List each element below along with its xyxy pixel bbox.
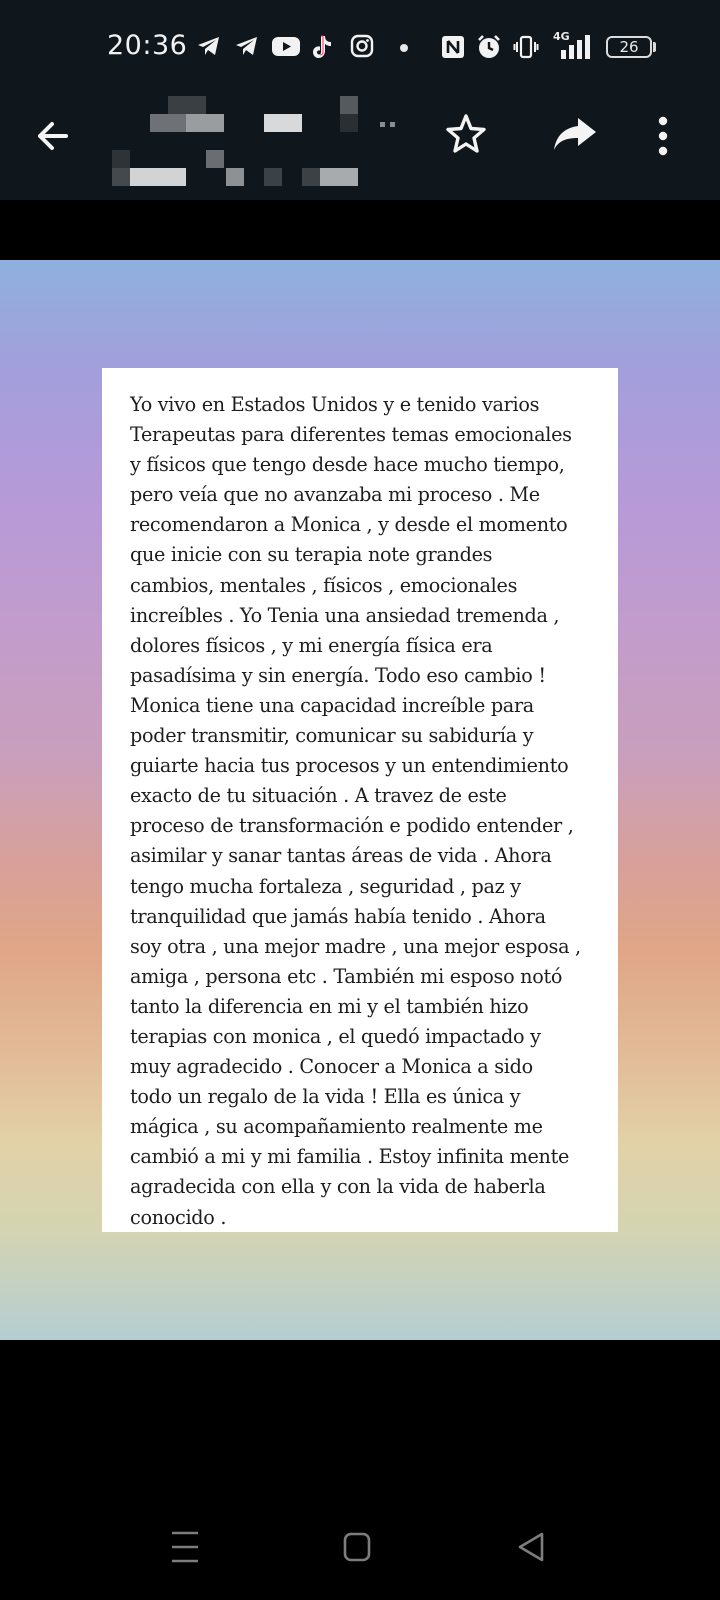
star-icon[interactable] [444, 112, 488, 160]
battery-tip [653, 42, 656, 52]
alarm-icon [476, 34, 502, 60]
testimonial-text: Yo vivo en Estados Unidos y e tenido varios Terapeutas para diferentes temas emocionales y físicos que tengo desde hace mucho tiempo, pero veía que no avanzaba mi proceso . Me recomendaron a Monica , y desde el momento que inicie con su terapia note grandes cambios, mentales , físicos , emocionales increíbles . Yo Tenia una ansiedad tremenda , dolores físicos , y mi energía física era pasadísima y sin energía. Todo eso cambio ! Monica tiene una capacidad increíble para poder transmitir, comunicar su sabiduría y guiarte hacia tus procesos y un entendimiento exacto de tu situación . A travez de este proceso de transformación e podido entender , asimilar y sanar tantas áreas de vida . Ahora tengo mucha fortaleza , seguridad , paz y tranquilidad que jamás había tenido . Ahora soy otra , una mejor madre , una mejor esposa , amiga , persona etc . También mi esposo notó tanto la diferencia en mi y el también hizo terapias con monica , el quedó impactado y muy agradecido . Conocer a Monica a sido todo un regalo de la vida ! Ella es única y mágica , su acompañamiento realmente me cambió a mi y mi familia . Estoy infinita mente agradecida con ella y con la vida de haberla conocido . [130, 393, 581, 1229]
nfc-icon [440, 34, 466, 60]
status-time: 20:36 [107, 30, 188, 61]
notification-dot [400, 44, 408, 52]
more-vert-icon[interactable] [656, 116, 670, 160]
signal-icon [560, 34, 594, 60]
share-icon[interactable] [552, 114, 598, 158]
network-type: 4G [553, 30, 570, 43]
telegram-icon [196, 34, 222, 60]
status-bar [0, 0, 720, 96]
testimonial-card [102, 368, 618, 1232]
back-icon[interactable] [516, 1530, 546, 1568]
instagram-icon [350, 34, 374, 60]
recents-icon[interactable] [170, 1530, 200, 1568]
viewer-top-margin [0, 200, 720, 260]
youtube-icon [271, 34, 301, 60]
tiktok-icon [310, 34, 334, 60]
back-arrow-icon[interactable] [32, 116, 72, 160]
telegram-icon [234, 34, 260, 60]
vibrate-icon [513, 34, 539, 60]
app-bar [0, 96, 720, 200]
battery-icon: 26 [606, 36, 652, 58]
home-icon[interactable] [342, 1530, 372, 1568]
